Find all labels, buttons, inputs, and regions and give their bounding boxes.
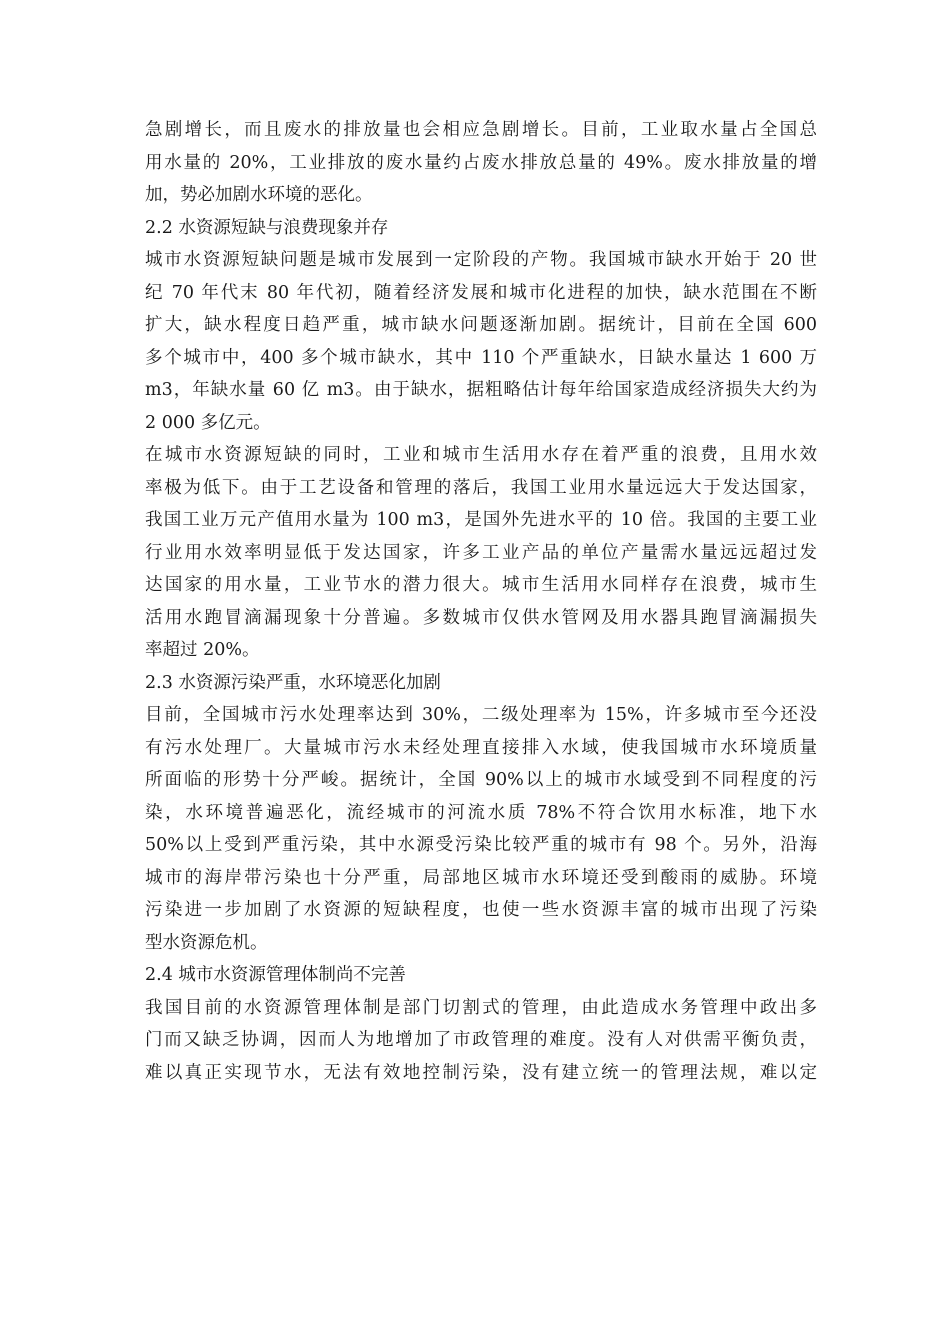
body-line: 城市的海岸带污染也十分严重，局部地区城市水环境还受到酸雨的威胁。环境 [145,867,817,888]
body-line: 所面临的形势十分严峻。据统计，全国 90%以上的城市水域受到不同程度的污 [145,770,817,790]
body-line: 达国家的用水量，工业节水的潜力很大。城市生活用水同样存在浪费，城市生 [145,575,817,595]
body-line: 急剧增长，而且废水的排放量也会相应急剧增长。目前，工业取水量占全国总 [145,120,817,140]
body-line: 我国工业万元产值用水量为 100 m3，是国外先进水平的 10 倍。我国的主要工业 [145,510,817,530]
body-line: 城市水资源短缺问题是城市发展到一定阶段的产物。我国城市缺水开始于 20 世 [145,250,817,270]
body-line: 行业用水效率明显低于发达国家，许多工业产品的单位产量需水量远远超过发 [145,542,817,563]
section-heading-2-3: 2.3 水资源污染严重，水环境恶化加剧 [145,672,441,693]
body-line: 我国目前的水资源管理体制是部门切割式的管理，由此造成水务管理中政出多 [145,997,817,1018]
section-heading-2-4: 2.4 城市水资源管理体制尚不完善 [145,965,406,985]
body-line: 难以真正实现节水，无法有效地控制污染，没有建立统一的管理法规，难以定 [145,1062,817,1083]
body-line: 污染进一步加剧了水资源的短缺程度，也使一些水资源丰富的城市出现了污染 [145,900,817,920]
body-line: 扩大，缺水程度日趋严重，城市缺水问题逐渐加剧。据统计，目前在全国 600 [145,315,817,335]
body-line: 染，水环境普遍恶化，流经城市的河流水质 78%不符合饮用水标准，地下水 [145,802,817,823]
body-line: 多个城市中，400 多个城市缺水，其中 110 个严重缺水，日缺水量达 1 600 万 [145,347,817,368]
body-line: 用水量的 20%，工业排放的废水量约占废水排放总量的 49%。废水排放量的增 [145,152,817,173]
body-line: 有污水处理厂。大量城市污水未经处理直接排入水域，使我国城市水环境质量 [145,737,817,758]
section-heading-2-2: 2.2 水资源短缺与浪费现象并存 [145,217,389,238]
body-line: 率极为低下。由于工艺设备和管理的落后，我国工业用水量远远大于发达国家， [145,477,817,498]
body-line: 门而又缺乏协调，因而人为地增加了市政管理的难度。没有人对供需平衡负责， [145,1030,817,1050]
body-line: m3，年缺水量 60 亿 m3。由于缺水，据粗略估计每年给国家造成经济损失大约为 [145,380,817,400]
body-line: 型水资源危机。 [145,932,268,953]
body-line: 率超过 20%。 [145,640,260,660]
body-line: 活用水跑冒滴漏现象十分普遍。多数城市仅供水管网及用水器具跑冒滴漏损失 [145,607,817,628]
document-body [145,114,817,1089]
body-line: 50%以上受到严重污染，其中水源受污染比较严重的城市有 98 个。另外，沿海 [145,835,817,855]
body-line: 在城市水资源短缺的同时，工业和城市生活用水存在着严重的浪费，且用水效 [145,445,817,465]
body-line: 2 000 多亿元。 [145,412,271,433]
body-line: 目前，全国城市污水处理率达到 30%，二级处理率为 15%，许多城市至今还没 [145,705,817,725]
body-line: 纪 70 年代末 80 年代初，随着经济发展和城市化进程的加快，缺水范围在不断 [145,282,817,303]
body-line: 加，势必加剧水环境的恶化。 [145,185,373,205]
